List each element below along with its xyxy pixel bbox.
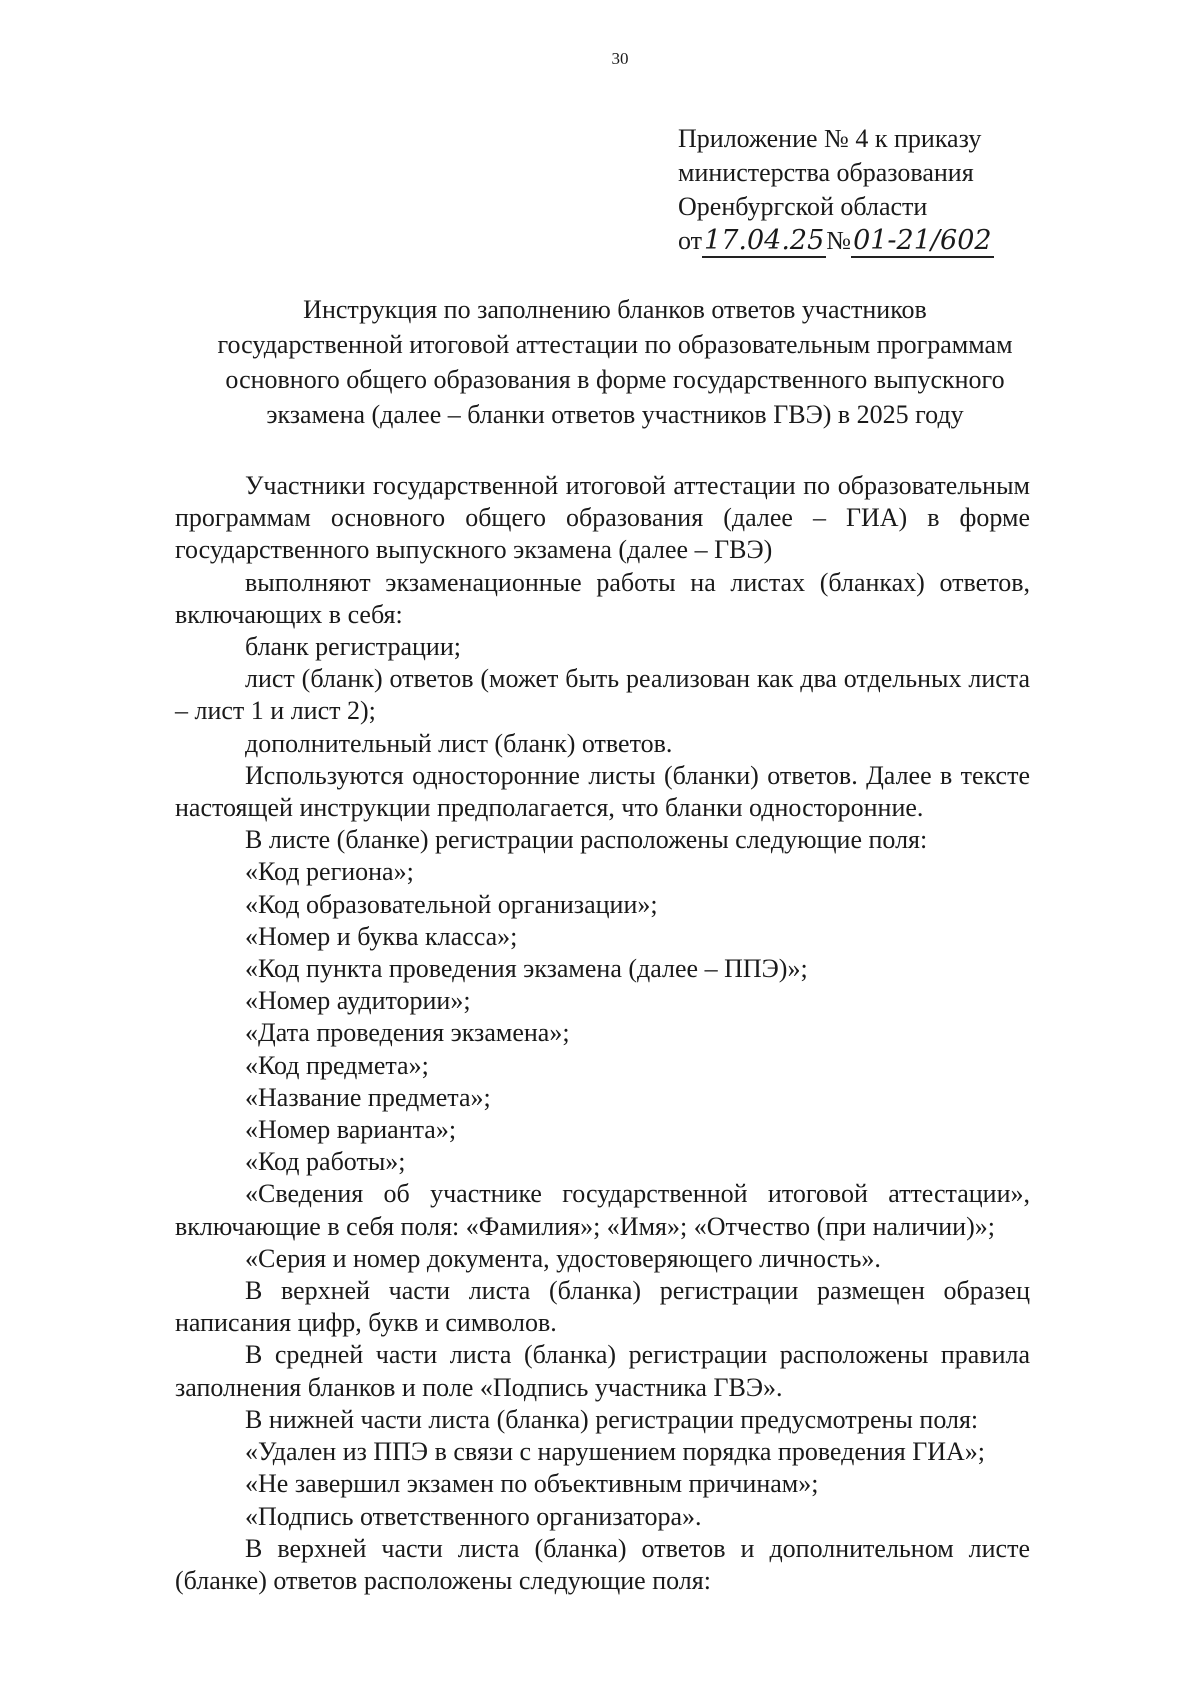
paragraph: «Не завершил экзамен по объективным причинам»; (245, 1469, 819, 1499)
field-item: «Номер и буква класса»; (245, 921, 518, 951)
appendix-header (678, 122, 1030, 258)
title-line-1: Инструкция по заполнению бланков ответов участников (303, 295, 927, 324)
field-item: «Код пункта проведения экзамена (далее – ППЭ)»; (245, 954, 808, 984)
paragraph: В верхней части листа (бланка) ответов и дополнительном листе (бланке) ответов расположены следующие поля: (175, 1533, 1030, 1595)
title-line-2: государственной итоговой аттестации по образовательным программам (217, 330, 1013, 359)
paragraph: «Удален из ППЭ в связи с нарушением порядка проведения ГИА»; (245, 1437, 985, 1467)
field-item: «Дата проведения экзамена»; (245, 1018, 570, 1048)
handwritten-date: 17.04.25 (704, 225, 825, 256)
paragraph: В средней части листа (бланка) регистрации расположены правила заполнения бланков и поле «Подпись участника ГВЭ». (175, 1340, 1030, 1402)
field-item: «Номер аудитории»; (245, 986, 471, 1016)
number-prefix: № (826, 226, 852, 255)
page-number: 30 (611, 49, 629, 68)
handwritten-order-number: 01-21/602 (853, 225, 992, 256)
document-body (175, 470, 1030, 1597)
paragraph: выполняют экзаменационные работы на листах (бланках) ответов, включающих в себя: (175, 567, 1030, 629)
date-prefix: от (678, 226, 703, 255)
paragraph: В верхней части листа (бланка) регистрации размещен образец написания цифр, букв и символов. (175, 1276, 1030, 1338)
field-item: «Код образовательной организации»; (245, 889, 658, 919)
appendix-line-1: Приложение № 4 к приказу (678, 124, 982, 153)
paragraph: «Сведения об участнике государственной итоговой аттестации», включающие в себя поля: «Фамилия»; «Имя»; «Отчество (при наличии)»; (175, 1179, 1030, 1241)
paragraph: Участники государственной итоговой аттестации по образовательным программам основного общего образования (далее – ГИА) в форме государственного выпускного экзамена (далее – ГВЭ) (175, 471, 1030, 565)
paragraph: «Серия и номер документа, удостоверяющего личность». (245, 1243, 881, 1273)
paragraph: бланк регистрации; (245, 632, 461, 662)
order-date-number (678, 224, 1030, 258)
paragraph: лист (бланк) ответов (может быть реализован как два отдельных листа – лист 1 и лист 2); (175, 664, 1030, 726)
field-item: «Код региона»; (245, 857, 414, 887)
paragraph: В нижней части листа (бланка) регистрации предусмотрены поля: (245, 1404, 979, 1434)
title-line-4: экзамена (далее – бланки ответов участников ГВЭ) в 2025 году (266, 400, 964, 429)
title-line-3: основного общего образования в форме государственного выпускного (225, 365, 1005, 394)
paragraph: В листе (бланке) регистрации расположены следующие поля: (245, 825, 928, 855)
appendix-line-2: министерства образования (678, 158, 974, 187)
field-item: «Код предмета»; (245, 1050, 429, 1080)
document-title (200, 292, 1030, 432)
paragraph: дополнительный лист (бланк) ответов. (245, 728, 673, 758)
field-item: «Номер варианта»; (245, 1115, 457, 1145)
field-item: «Название предмета»; (245, 1082, 491, 1112)
paragraph: «Подпись ответственного организатора». (245, 1501, 702, 1531)
paragraph: Используются односторонние листы (бланки) ответов. Далее в тексте настоящей инструкции предполагается, что бланки односторонние. (175, 760, 1030, 823)
field-item: «Код работы»; (245, 1147, 406, 1177)
appendix-line-3: Оренбургской области (678, 192, 928, 221)
